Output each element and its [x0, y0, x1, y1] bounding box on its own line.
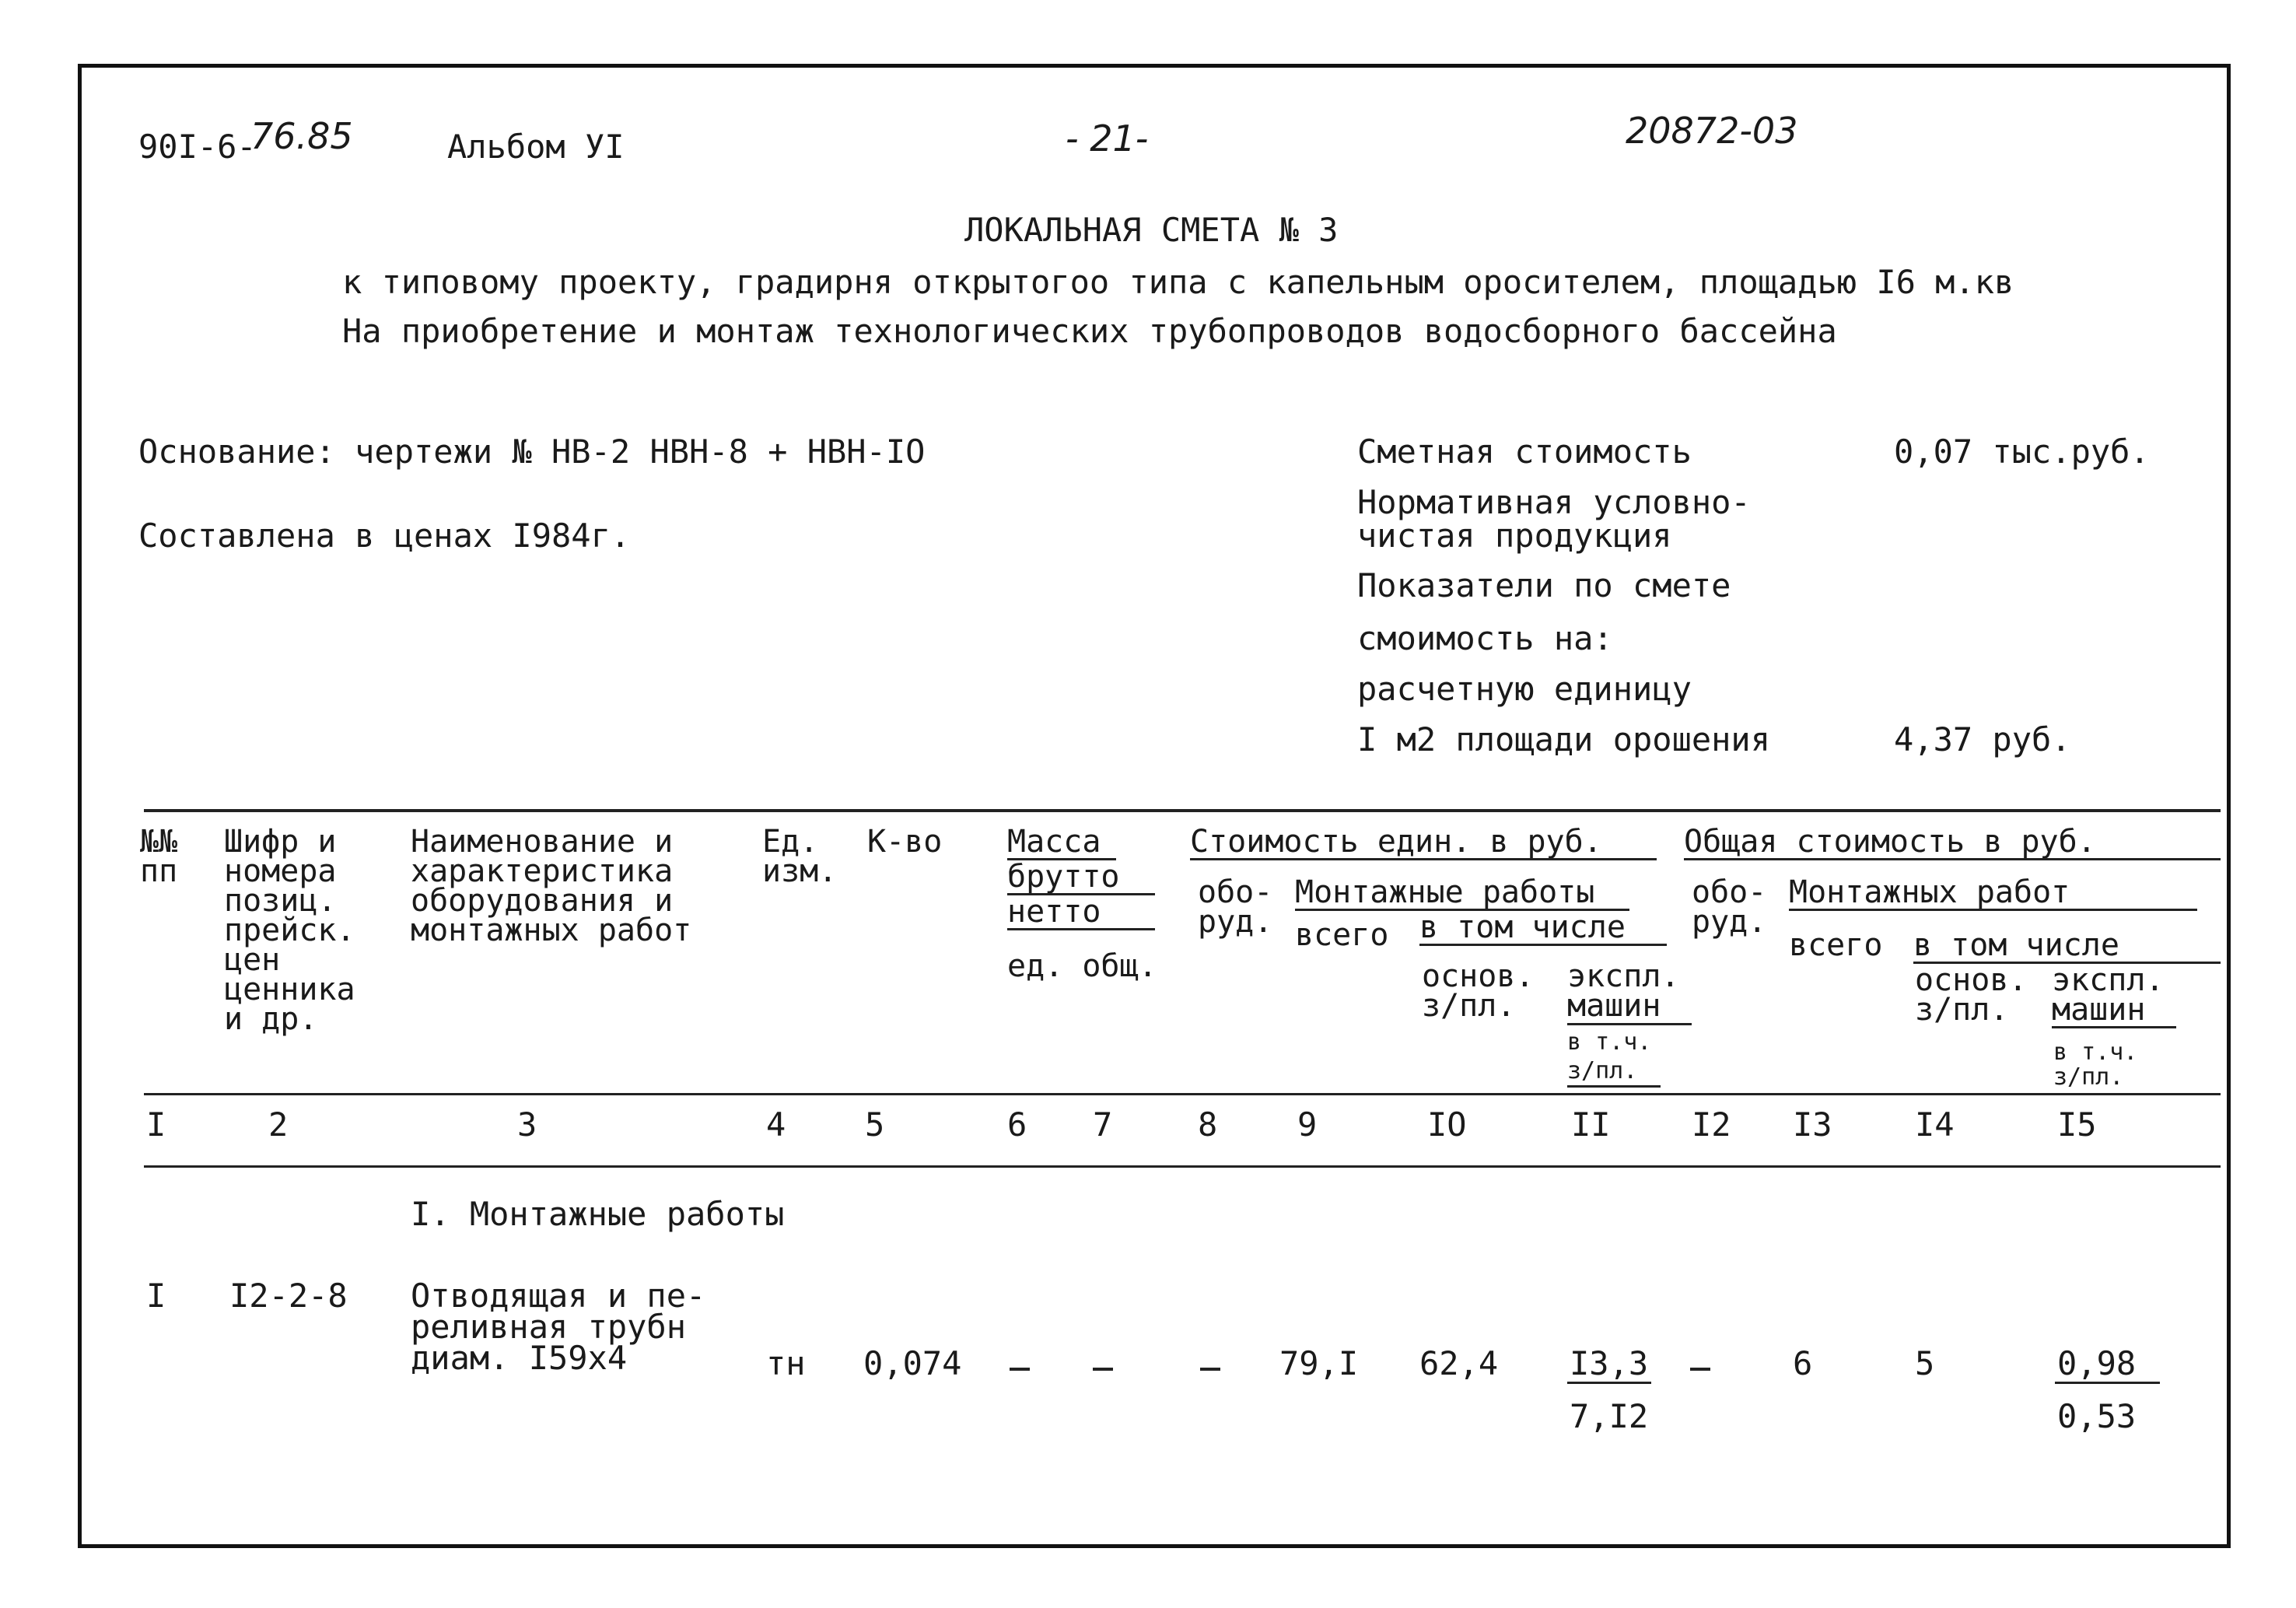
col-code-label-2: номера — [224, 853, 337, 889]
column-number-5: 5 — [865, 1105, 885, 1144]
column-number-7: 7 — [1093, 1105, 1113, 1144]
document-number: 20872-03 — [1626, 110, 1798, 152]
unit-base-wage-label-1: основ. — [1422, 958, 1535, 994]
row-mass-unit-dash — [1010, 1368, 1030, 1371]
unit-incl-wage-underline — [1567, 1085, 1661, 1088]
total-incl-label: в том числе — [1913, 927, 2119, 963]
total-base-wage-label-1: основ. — [1915, 962, 2028, 998]
column-numbers-top-rule — [144, 1093, 2221, 1095]
col-code-label-3: позиц. — [224, 883, 337, 919]
total-total-label: всего — [1789, 927, 1883, 963]
album-label: Альбом УI — [447, 128, 625, 166]
norm-label-1: Нормативная условно- — [1357, 483, 1751, 521]
prices-year-text: Составлена в ценах I984г. — [138, 517, 631, 555]
row-equip-unit-dash — [1200, 1368, 1220, 1371]
row-name-line-1: Отводящая и пе- — [411, 1277, 706, 1315]
norm-label-2: чистая продукция — [1357, 517, 1672, 555]
row-equip-total-dash — [1690, 1368, 1710, 1371]
total-equip-label-2: руд. — [1692, 904, 1767, 940]
col-number-label-2: пп — [140, 853, 178, 889]
unit-equip-label-1: обо- — [1198, 874, 1273, 910]
unit-incl-wage-label-2: з/пл. — [1567, 1057, 1638, 1084]
column-number-3: 3 — [517, 1105, 537, 1144]
total-base-wage-label-2: з/пл. — [1915, 992, 2009, 1028]
brutto-label: брутто — [1007, 859, 1120, 895]
total-cost-label: Общая стоимость в руб. — [1684, 824, 2096, 860]
row-total-mont: 6 — [1793, 1344, 1813, 1382]
row-mass-total-dash — [1093, 1368, 1113, 1371]
unit-incl-underline — [1419, 944, 1667, 946]
row-machine: I3,3 — [1570, 1344, 1649, 1382]
unit-label: расчетную единицу — [1357, 670, 1692, 708]
unit-cost-label: Стоимость един. в руб. — [1190, 824, 1602, 860]
col-name-label-3: оборудования и — [411, 883, 674, 919]
handwritten-code: 76.85 — [250, 115, 353, 157]
column-number-10: IO — [1427, 1105, 1467, 1144]
estimate-title: ЛОКАЛЬНАЯ СМЕТА № 3 — [964, 211, 1339, 249]
unit-mont-work-label: Монтажные работы — [1295, 874, 1595, 910]
total-incl-wage-label-1: в т.ч. — [2053, 1039, 2138, 1066]
column-numbers-bottom-rule — [144, 1165, 2221, 1168]
table-top-rule — [144, 809, 2221, 812]
area-value: 4,37 руб. — [1894, 720, 2071, 758]
total-machine-underline — [2052, 1026, 2176, 1028]
total-machine-label-1: экспл. — [2052, 962, 2165, 998]
column-number-4: 4 — [766, 1105, 786, 1144]
column-number-11: II — [1571, 1105, 1611, 1144]
basis-text: Основание: чертежи № НВ-2 НВН-8 + НВН-IO — [138, 433, 926, 471]
row-name-line-3: диам. I59x4 — [411, 1339, 628, 1377]
unit-machine-underline — [1567, 1023, 1692, 1025]
mass-label: Масса — [1007, 824, 1101, 860]
column-number-15: I5 — [2057, 1105, 2097, 1144]
row-total-machine-wage: 0,53 — [2057, 1397, 2137, 1435]
row-total-machine: 0,98 — [2057, 1344, 2137, 1382]
column-number-6: 6 — [1007, 1105, 1027, 1144]
row-machine-wage: 7,I2 — [1570, 1397, 1649, 1435]
estimate-purpose: На приобретение и монтаж технологических трубопроводов водосборного бассейна — [342, 312, 1837, 350]
unit-machine-label-1: экспл. — [1567, 958, 1680, 994]
column-number-9: 9 — [1297, 1105, 1318, 1144]
row-total-machine-underline — [2055, 1382, 2160, 1384]
mass-sub-label: ед. общ. — [1007, 948, 1157, 984]
column-number-2: 2 — [268, 1105, 289, 1144]
col-name-label-2: характеристика — [411, 853, 674, 889]
code-prefix: 90I-6- — [138, 128, 257, 166]
col-name-label-4: монтажных работ — [411, 913, 692, 948]
unit-equip-label-2: руд. — [1198, 904, 1273, 940]
row-total-base: 5 — [1915, 1344, 1935, 1382]
total-mont-underline — [1789, 909, 2197, 911]
col-unit-label-1: Ед. — [762, 824, 819, 860]
row-qty: 0,074 — [863, 1344, 962, 1382]
total-cost-underline — [1684, 858, 2221, 860]
row-name-line-2: реливная трубн — [411, 1308, 687, 1346]
column-number-13: I3 — [1793, 1105, 1832, 1144]
column-number-8: 8 — [1198, 1105, 1218, 1144]
row-number: I — [146, 1277, 166, 1315]
unit-machine-label-2: машин — [1567, 988, 1661, 1024]
cost-label: Сметная стоимость — [1357, 433, 1692, 471]
row-mont-total: 79,I — [1279, 1344, 1359, 1382]
unit-base-wage-label-2: з/пл. — [1422, 988, 1516, 1024]
total-equip-label-1: обо- — [1692, 874, 1767, 910]
col-number-label-1: №№ — [140, 824, 178, 860]
unit-total-label: всего — [1295, 917, 1389, 953]
estimate-subtitle: к типовому проекту, градирня открытогоо типа с капельным оросителем, площадью I6 м.кв — [342, 263, 2014, 301]
row-code: I2-2-8 — [229, 1277, 348, 1315]
col-name-label-1: Наименование и — [411, 824, 674, 860]
netto-underline — [1007, 928, 1155, 930]
col-unit-label-2: изм. — [762, 853, 838, 889]
indicators-label: Показатели по смете — [1357, 566, 1731, 604]
cost-per-label: смоимость на: — [1357, 619, 1613, 657]
unit-incl-label: в том числе — [1419, 909, 1626, 945]
col-code-label-7: и др. — [224, 1001, 318, 1037]
col-code-label-4: прейск. — [224, 913, 355, 948]
unit-cost-underline — [1190, 858, 1657, 860]
column-number-14: I4 — [1915, 1105, 1955, 1144]
col-qty-label: К-во — [867, 824, 943, 860]
unit-incl-wage-label-1: в т.ч. — [1567, 1028, 1652, 1056]
row-base-wage: 62,4 — [1419, 1344, 1499, 1382]
total-mont-works-label: Монтажных работ — [1789, 874, 2070, 910]
total-machine-label-2: машин — [2052, 992, 2146, 1028]
netto-label: нетто — [1007, 894, 1101, 930]
page-number: - 21- — [1066, 117, 1149, 159]
row-machine-underline — [1567, 1382, 1651, 1384]
col-code-label-1: Шифр и — [224, 824, 337, 860]
area-label: I м2 площади орошения — [1357, 720, 1771, 758]
row-unit: тн — [766, 1344, 806, 1382]
column-number-1: I — [146, 1105, 166, 1144]
cost-value: 0,07 тыс.руб. — [1894, 433, 2150, 471]
total-incl-wage-label-2: з/пл. — [2053, 1063, 2124, 1091]
col-code-label-5: цен — [224, 942, 281, 978]
col-code-label-6: ценника — [224, 972, 355, 1007]
section-title: I. Монтажные работы — [411, 1195, 785, 1233]
column-number-12: I2 — [1692, 1105, 1731, 1144]
